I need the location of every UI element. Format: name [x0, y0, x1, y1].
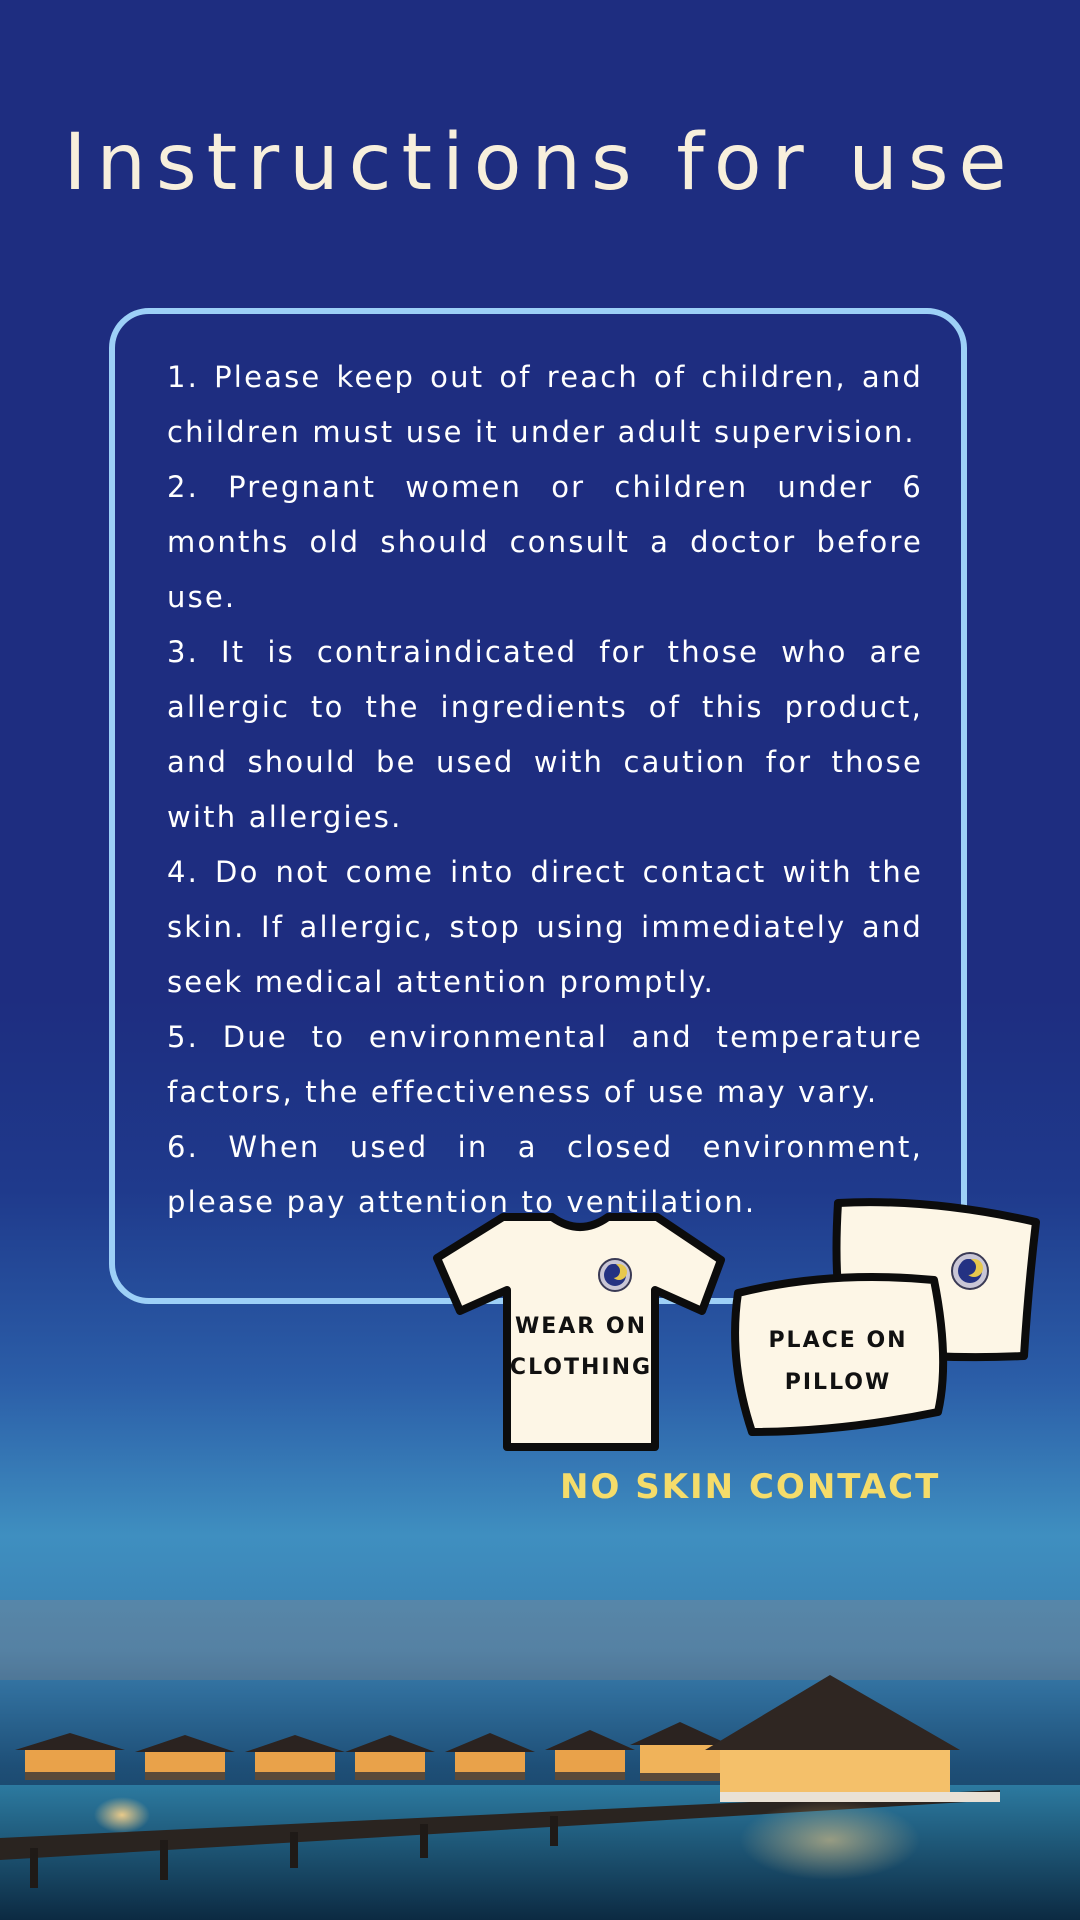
pillow-label-line2: PILLOW — [784, 1370, 892, 1395]
instruction-item-4: 4. Do not come into direct contact with the skin. If allergic, stop using immediately and seek medical attention promptly. — [167, 855, 923, 999]
instruction-item-5: 5. Due to environmental and temperature factors, the effectiveness of use may vary. — [167, 1020, 923, 1109]
pillow-label-line1: PLACE ON — [768, 1328, 908, 1353]
page-title: Instructions for use — [63, 118, 1017, 208]
pillow-icon — [735, 1277, 943, 1432]
resort-background-image — [0, 1560, 1080, 1920]
clothing-label-line2: CLOTHING — [509, 1355, 653, 1380]
instruction-item-6: 6. When used in a closed environment, please pay attention to ventilation. — [167, 1130, 923, 1219]
instruction-item-3: 3. It is contraindicated for those who are allergic to the ingredients of this product, and should be used with caution for those with allergies. — [167, 635, 923, 834]
instruction-item-1: 1. Please keep out of reach of children, and children must use it under adult supervision. — [167, 360, 923, 449]
clothing-label-line1: WEAR ON — [514, 1314, 648, 1339]
moon-badge-icon — [599, 1259, 631, 1291]
instruction-item-2: 2. Pregnant women or children under 6 months old should consult a doctor before use. — [167, 470, 923, 614]
no-skin-contact-warning: NO SKIN CONTACT — [560, 1467, 941, 1507]
moon-badge-icon — [952, 1253, 988, 1289]
tshirt-icon — [437, 1217, 721, 1447]
